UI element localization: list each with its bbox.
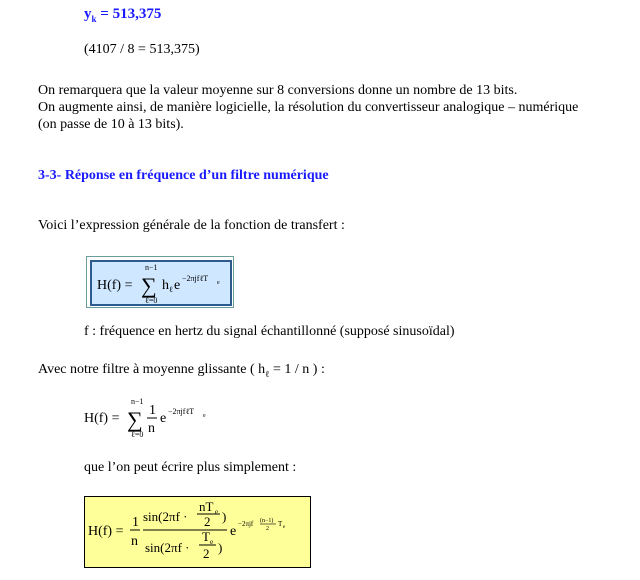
section-title: 3-3- Réponse en fréquence d’un filtre numérique	[38, 168, 329, 183]
f3-T: T	[202, 529, 210, 544]
result-yk	[84, 6, 161, 24]
f3-one: 1	[132, 515, 139, 530]
paragraph-line-3: (on passe de 10 à 13 bits).	[38, 117, 184, 132]
result-value: = 513,375	[100, 6, 162, 22]
f2-sum-bottom: ℓ=0	[131, 430, 144, 439]
f1-e: e	[174, 278, 181, 293]
avec-h: h	[258, 362, 266, 377]
f3-two-bot: 2	[203, 546, 210, 561]
paragraph-line-1: On remarquera que la valeur moyenne sur 8 conversions donne un nombre de 13 bits.	[38, 83, 518, 98]
f3-exp-num: (n−1)	[260, 518, 274, 524]
f2-num: 1	[149, 403, 156, 418]
f1-h: h	[162, 278, 169, 293]
f1-exp-sub: e	[217, 280, 220, 286]
f3-lhs: H(f) =	[88, 524, 124, 539]
f3-T-sub: e	[210, 538, 214, 546]
f3-nT: nT	[199, 499, 214, 514]
f1-sigma: ∑	[141, 273, 157, 298]
f3-sin-top: sin(2πf ·	[143, 509, 188, 524]
calc-line: (4107 / 8 = 513,375)	[84, 42, 200, 57]
f3-close-top: )	[222, 509, 227, 524]
f2-exp: −2πjfℓT	[168, 407, 195, 416]
avec-text: Avec notre filtre à moyenne glissante (	[38, 362, 255, 377]
f3-exp-sub: e	[283, 525, 286, 530]
f1-lhs: H(f) =	[97, 278, 133, 293]
f1-h-sub: ℓ	[169, 285, 173, 294]
formula-closed-form-box	[84, 496, 311, 568]
f2-lhs: H(f) =	[84, 411, 120, 426]
f3-sin-bot: sin(2πf ·	[145, 540, 190, 555]
f2-exp-sub: e	[203, 413, 206, 419]
intro-text: Voici l’expression générale de la fonction de transfert :	[38, 218, 345, 233]
paragraph	[38, 82, 578, 133]
f2-e: e	[160, 411, 167, 426]
formula-general	[92, 262, 230, 304]
avec-h-sub: ℓ	[265, 368, 270, 379]
f3-n: n	[131, 534, 138, 549]
frequency-note: f : fréquence en hertz du signal échantillonné (supposé sinusoïdal)	[84, 324, 455, 339]
f1-sum-bottom: ℓ=0	[145, 296, 158, 304]
f2-sigma: ∑	[127, 407, 143, 432]
simpler-text: que l’on peut écrire plus simplement :	[84, 460, 297, 475]
f1-sum-top: n−1	[145, 263, 158, 272]
f1-exp: −2πjfℓT	[182, 274, 209, 283]
f3-nT-sub: e	[215, 508, 219, 516]
f2-sum-top: n−1	[131, 397, 144, 406]
avec-colon: :	[317, 362, 325, 377]
formula-moving-average	[84, 394, 224, 444]
formula-closed-form	[85, 497, 310, 567]
formula-general-inner	[90, 260, 232, 306]
f3-e: e	[230, 524, 237, 539]
f3-exp-den: 2	[266, 526, 269, 532]
avec-eq: = 1 / n )	[269, 362, 318, 377]
f3-exp-a: −2πjf	[238, 520, 254, 528]
f3-close-bot: )	[218, 540, 223, 555]
paragraph-line-2: On augmente ainsi, de manière logicielle, la résolution du convertisseur analogique – numérique	[38, 100, 579, 115]
result-y: y	[84, 6, 92, 22]
formula-general-box	[86, 256, 234, 308]
f3-two-top: 2	[204, 514, 211, 529]
result-sub: k	[91, 14, 97, 24]
f2-den: n	[148, 421, 155, 436]
f3-exp-T: T	[278, 520, 283, 528]
moving-average-line	[38, 362, 325, 379]
